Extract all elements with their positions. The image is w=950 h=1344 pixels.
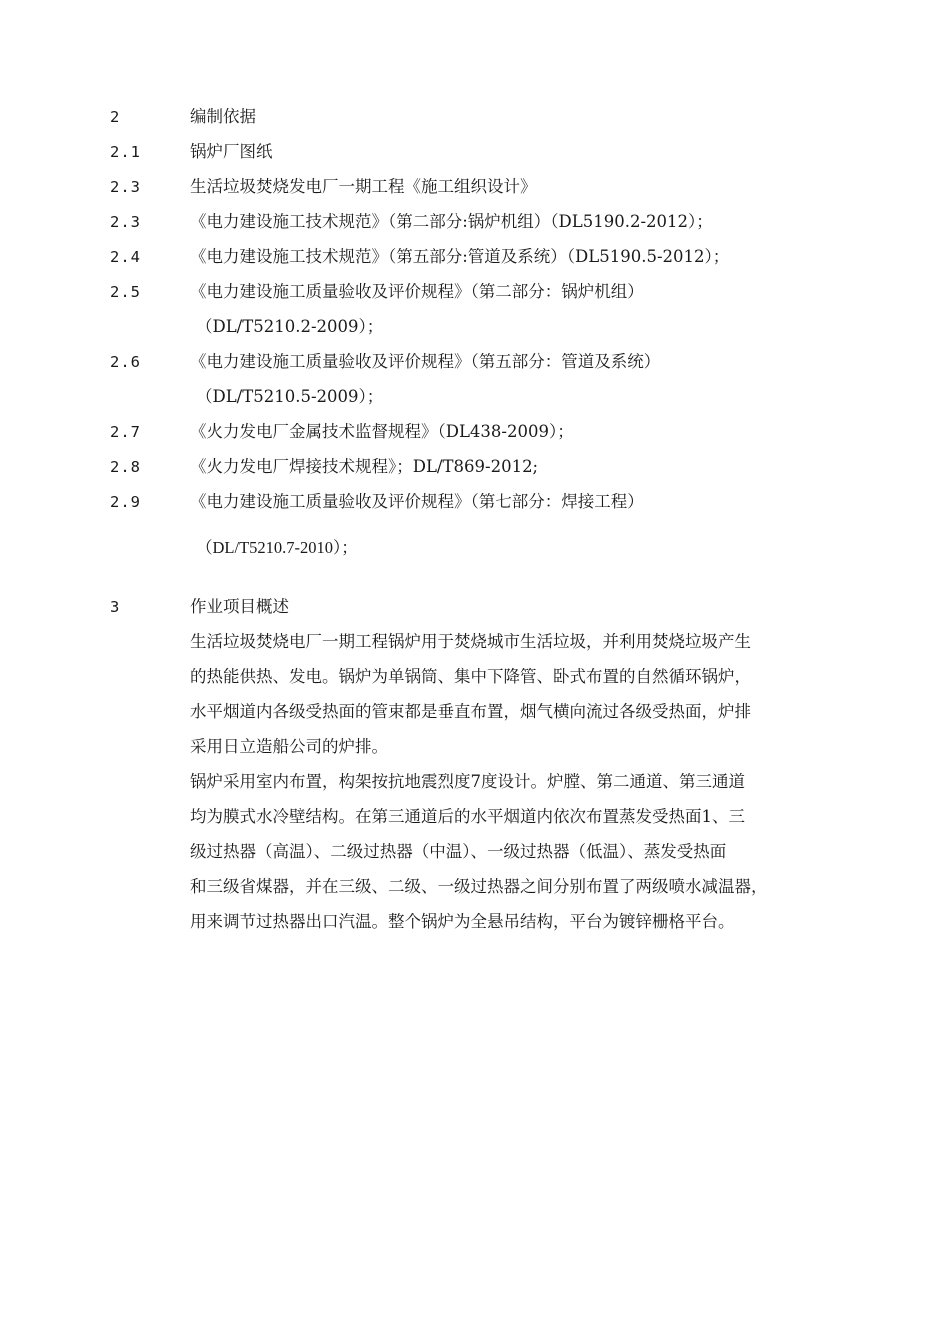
item-text-continued: （DL/T5210.7-2010）； xyxy=(196,538,358,557)
paragraph-line: 用来调节过热器出口汽温。整个锅炉为全悬吊结构，平台为镀锌栅格平台。 xyxy=(190,912,735,931)
item-text: 《电力建设施工质量验收及评价规程》（第七部分：焊接工程） xyxy=(190,492,644,511)
item-text: 生活垃圾焚烧发电厂一期工程《施工组织设计》 xyxy=(190,177,537,196)
section-heading xyxy=(0,592,950,622)
item-number: 2.3 xyxy=(110,178,141,196)
list-item-continuation xyxy=(0,533,950,563)
paragraph-line: 和三级省煤器，并在三级、二级、一级过热器之间分别布置了两级喷水减温器， xyxy=(190,877,768,896)
section-number: 3 xyxy=(110,598,121,616)
item-text: 《电力建设施工技术规范》（第二部分:锅炉机组）（DL5190.2-2012）； xyxy=(190,212,713,231)
paragraph-line: 采用日立造船公司的炉排。 xyxy=(190,737,388,756)
item-number: 2.8 xyxy=(110,458,141,476)
item-number: 2.7 xyxy=(110,423,141,441)
list-item xyxy=(0,137,950,167)
paragraph-line: 生活垃圾焚烧电厂一期工程锅炉用于焚烧城市生活垃圾，并利用焚烧垃圾产生 xyxy=(190,632,751,651)
item-number: 2.5 xyxy=(110,283,141,301)
item-text-continued: （DL/T5210.2-2009）； xyxy=(196,317,384,336)
list-item xyxy=(0,487,950,517)
item-number: 2.6 xyxy=(110,353,141,371)
list-item xyxy=(0,207,950,237)
list-item-continuation xyxy=(0,382,950,412)
paragraph-line: 均为膜式水冷壁结构。在第三通道后的水平烟道内依次布置蒸发受热面1、三 xyxy=(190,807,745,826)
list-item xyxy=(0,172,950,202)
section-number: 2 xyxy=(110,108,121,126)
section-title: 作业项目概述 xyxy=(190,597,289,616)
item-number: 2.9 xyxy=(110,493,141,511)
list-item xyxy=(0,277,950,307)
list-item xyxy=(0,417,950,447)
list-item-continuation xyxy=(0,312,950,342)
item-text: 《电力建设施工质量验收及评价规程》（第二部分：锅炉机组） xyxy=(190,282,644,301)
list-item xyxy=(0,242,950,272)
item-text: 《火力发电厂金属技术监督规程》（DL438-2009）； xyxy=(190,422,574,441)
item-text: 《电力建设施工质量验收及评价规程》（第五部分：管道及系统） xyxy=(190,352,661,371)
list-item xyxy=(0,347,950,377)
section-heading xyxy=(0,102,950,132)
item-text: 《电力建设施工技术规范》（第五部分:管道及系统）（DL5190.5-2012）； xyxy=(190,247,730,266)
paragraph-line: 级过热器（高温）、二级过热器（中温）、一级过热器（低温）、蒸发受热面 xyxy=(190,842,727,861)
item-text: 锅炉厂图纸 xyxy=(190,142,273,161)
list-item xyxy=(0,452,950,482)
item-number: 2.1 xyxy=(110,143,141,161)
section-title: 编制依据 xyxy=(190,107,256,126)
paragraph-line: 的热能供热、发电。锅炉为单锅筒、集中下降管、卧式布置的自然循环锅炉， xyxy=(190,667,751,686)
item-text-continued: （DL/T5210.5-2009）； xyxy=(196,387,384,406)
item-number: 2.4 xyxy=(110,248,141,266)
paragraph-line: 锅炉采用室内布置，构架按抗地震烈度7度设计。炉膛、第二通道、第三通道 xyxy=(190,772,745,791)
item-number: 2.3 xyxy=(110,213,141,231)
item-text: 《火力发电厂焊接技术规程》；DL/T869-2012; xyxy=(190,457,539,476)
paragraph-line: 水平烟道内各级受热面的管束都是垂直布置，烟气横向流过各级受热面，炉排 xyxy=(190,702,751,721)
